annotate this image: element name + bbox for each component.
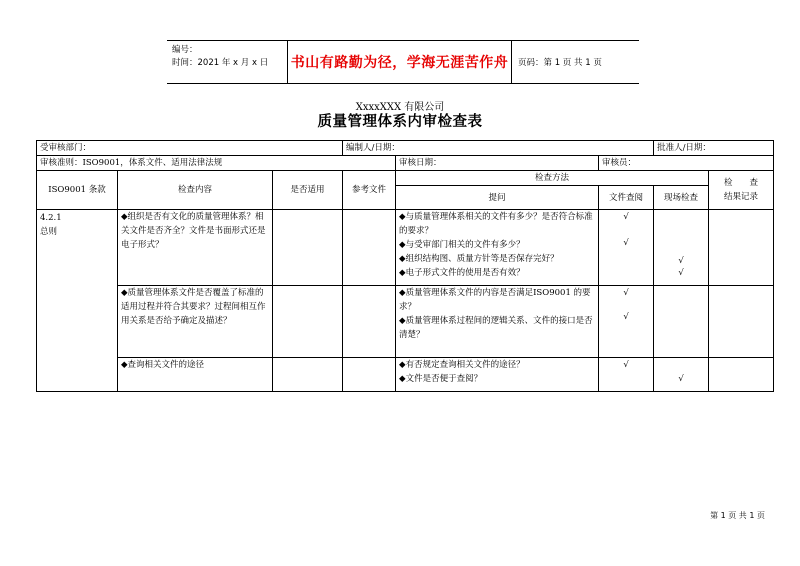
serial-label: 编号：	[172, 45, 198, 55]
auditor-cell: 审核员：	[599, 156, 774, 171]
clause-number: 4.2.1	[40, 213, 62, 223]
col-result	[709, 171, 774, 210]
check-mark: √	[623, 360, 629, 370]
content-cell: ◆查询相关文件的途径	[118, 358, 273, 392]
audited-dept-cell: 受审核部门：	[37, 141, 343, 156]
check-mark: √	[623, 288, 629, 298]
col-content: 检查内容	[118, 171, 273, 210]
compiler-date-cell: 编制人/日期：	[343, 141, 654, 156]
ref-doc-cell	[343, 358, 396, 392]
audit-checklist-table	[36, 140, 774, 392]
check-mark: √	[623, 312, 629, 322]
clause-cell	[37, 210, 118, 392]
question-item: ◆有否规定查询相关文件的途径？	[399, 360, 525, 370]
question-item: ◆质量管理体系文件的内容是否满足ISO9001 的要求？	[399, 288, 591, 312]
col-result-line1: 检 查	[724, 178, 759, 188]
col-result-line2: 结果记录	[724, 192, 759, 202]
page-footer: 第 1 页 共 1 页	[710, 511, 765, 520]
question-item: ◆文件是否便于查阅？	[399, 374, 483, 384]
header-row-1	[37, 171, 774, 186]
criteria-cell: 审核准则：ISO9001，体系文件、适用法律法规	[37, 156, 396, 171]
ref-doc-cell	[343, 210, 396, 286]
check-mark	[602, 222, 650, 236]
table-row	[37, 286, 774, 358]
question-cell	[396, 358, 599, 392]
question-item: ◆组织结构图、质量方针等是否保存完好？	[399, 254, 559, 264]
info-row-2	[37, 156, 774, 171]
doc-review-cell	[599, 210, 654, 286]
page-title: 质量管理体系内审检查表	[317, 113, 483, 130]
approver-date-cell: 批准人/日期：	[654, 141, 774, 156]
check-mark: √	[678, 256, 684, 266]
motto: 书山有路勤为径，学海无涯苦作舟	[288, 41, 512, 83]
question-item: ◆质量管理体系过程间的逻辑关系、文件的接口是否清楚？	[399, 316, 593, 340]
check-mark: √	[678, 374, 684, 384]
col-onsite: 现场检查	[654, 186, 709, 210]
table-row	[37, 210, 774, 286]
col-method: 检查方法	[396, 171, 709, 186]
doc-review-cell	[599, 358, 654, 392]
doc-review-cell	[599, 286, 654, 358]
onsite-cell	[654, 358, 709, 392]
clause-name: 总则	[40, 227, 58, 237]
question-item: ◆与质量管理体系相关的文件有多少？是否符合标准的要求？	[399, 212, 593, 236]
onsite-cell	[654, 210, 709, 286]
applicable-cell	[273, 210, 343, 286]
header-left	[167, 41, 288, 83]
onsite-cell	[654, 286, 709, 358]
company-name: XxxxXXX 有限公司	[355, 102, 445, 113]
col-ref-doc: 参考文件	[343, 171, 396, 210]
check-mark: √	[623, 238, 629, 248]
content-cell: ◆质量管理体系文件是否覆盖了标准的适用过程并符合其要求？过程间相互作用关系是否给予确定及描述？	[118, 286, 273, 358]
document-header	[167, 40, 639, 84]
col-question: 提问	[396, 186, 599, 210]
question-item: ◆与受审部门相关的文件有多少？	[399, 240, 525, 250]
col-doc-review: 文件查阅	[599, 186, 654, 210]
ref-doc-cell	[343, 286, 396, 358]
content-cell: ◆组织是否有文化的质量管理体系？相关文件是否齐全？文件是书面形式还是电子形式？	[118, 210, 273, 286]
table-row	[37, 358, 774, 392]
col-applicable: 是否适用	[273, 171, 343, 210]
question-cell	[396, 286, 599, 358]
result-cell	[709, 286, 774, 358]
page-label: 页码：第 1 页 共 1 页	[518, 58, 602, 68]
check-mark: √	[623, 212, 629, 222]
result-cell	[709, 358, 774, 392]
applicable-cell	[273, 358, 343, 392]
col-clause: ISO9001 条款	[37, 171, 118, 210]
time-label: 时间：2021 年 x 月 x 日	[172, 58, 269, 68]
audit-date-cell: 审核日期：	[396, 156, 599, 171]
info-row-1	[37, 141, 774, 156]
applicable-cell	[273, 286, 343, 358]
question-cell	[396, 210, 599, 286]
check-mark: √	[678, 268, 684, 278]
question-item: ◆电子形式文件的使用是否有效？	[399, 268, 525, 278]
result-cell	[709, 210, 774, 286]
